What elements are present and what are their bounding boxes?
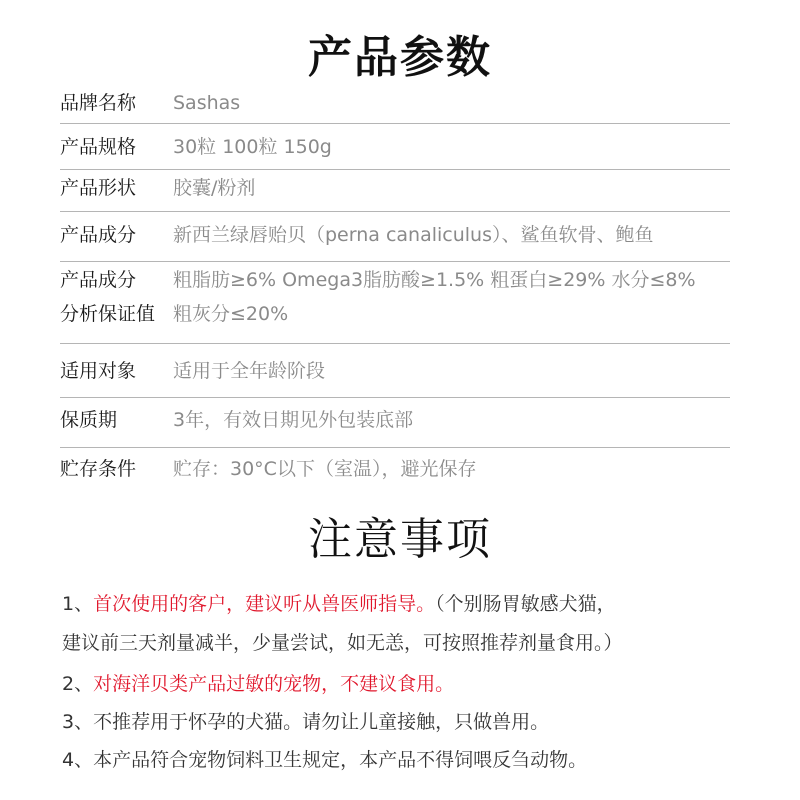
param-value: Sashas: [173, 92, 241, 114]
param-label-line1: 产品成分: [60, 269, 137, 291]
param-row-analysis: [60, 263, 730, 344]
param-value: 适用于全年龄阶段: [173, 360, 326, 382]
notice-number: 1、: [62, 593, 94, 615]
row-divider: [60, 169, 730, 170]
param-label: 产品形状: [60, 177, 137, 199]
row-divider: [60, 343, 730, 344]
param-row-shape: [60, 171, 730, 212]
param-value: 30粒 100粒 150g: [173, 136, 332, 158]
param-value: 3年，有效日期见外包装底部: [173, 409, 414, 431]
param-row-spec: [60, 130, 730, 170]
notice-title: 注意事项: [308, 514, 492, 565]
notice-item-1: [62, 586, 616, 622]
notice-number: 4、: [62, 749, 94, 771]
notice-number: 2、: [62, 673, 94, 695]
param-label: 贮存条件: [60, 458, 137, 480]
param-label: 产品规格: [60, 136, 137, 158]
notice-item-1-cont: 建议前三天剂量减半，少量尝试，如无恙，可按照推荐剂量食用。）: [62, 632, 623, 654]
page-title: 产品参数: [308, 32, 492, 83]
notice-item-3: [62, 704, 549, 740]
notice-text: 本产品符合宠物饲料卫生规定，本产品不得饲喂反刍动物。: [93, 749, 588, 771]
param-value: [173, 263, 730, 331]
notice-highlight: 对海洋贝类产品过敏的宠物，不建议食用。: [93, 673, 455, 695]
notice-text: （个别肠胃敏感犬猫，: [435, 593, 616, 615]
row-divider: [60, 447, 730, 448]
row-divider: [60, 261, 730, 262]
param-row-storage: [60, 452, 730, 490]
notice-item-2: [62, 666, 454, 702]
param-value-line2: 粗灰分≤20%: [173, 303, 289, 325]
param-label-line2: 分析保证值: [60, 303, 156, 325]
row-divider: [60, 397, 730, 398]
param-value: 贮存：30°C以下（室温），避光保存: [173, 458, 477, 480]
param-label: 产品成分: [60, 224, 137, 246]
param-label: 品牌名称: [60, 92, 137, 114]
row-divider: [60, 123, 730, 124]
notice-text: 不推荐用于怀孕的犬猫。请勿让儿童接触，只做兽用。: [93, 711, 550, 733]
notice-item-4: [62, 742, 587, 778]
notice-highlight: 首次使用的客户，建议听从兽医师指导。: [93, 593, 436, 615]
param-value: 胶囊/粉剂: [173, 177, 256, 199]
param-row-target: [60, 354, 730, 398]
param-label: 保质期: [60, 409, 118, 431]
notice-number: 3、: [62, 711, 94, 733]
param-row-ingredients: [60, 218, 730, 262]
param-row-shelf-life: [60, 403, 730, 448]
row-divider: [60, 211, 730, 212]
param-label: 适用对象: [60, 360, 137, 382]
param-label: [60, 263, 173, 331]
param-value-line1: 粗脂肪≥6% Omega3脂肪酸≥1.5% 粗蛋白≥29% 水分≤8%: [173, 269, 696, 291]
param-value: 新西兰绿唇贻贝（perna canaliculus）、鲨鱼软骨、鲍鱼: [173, 224, 654, 246]
param-row-brand: [60, 86, 730, 124]
